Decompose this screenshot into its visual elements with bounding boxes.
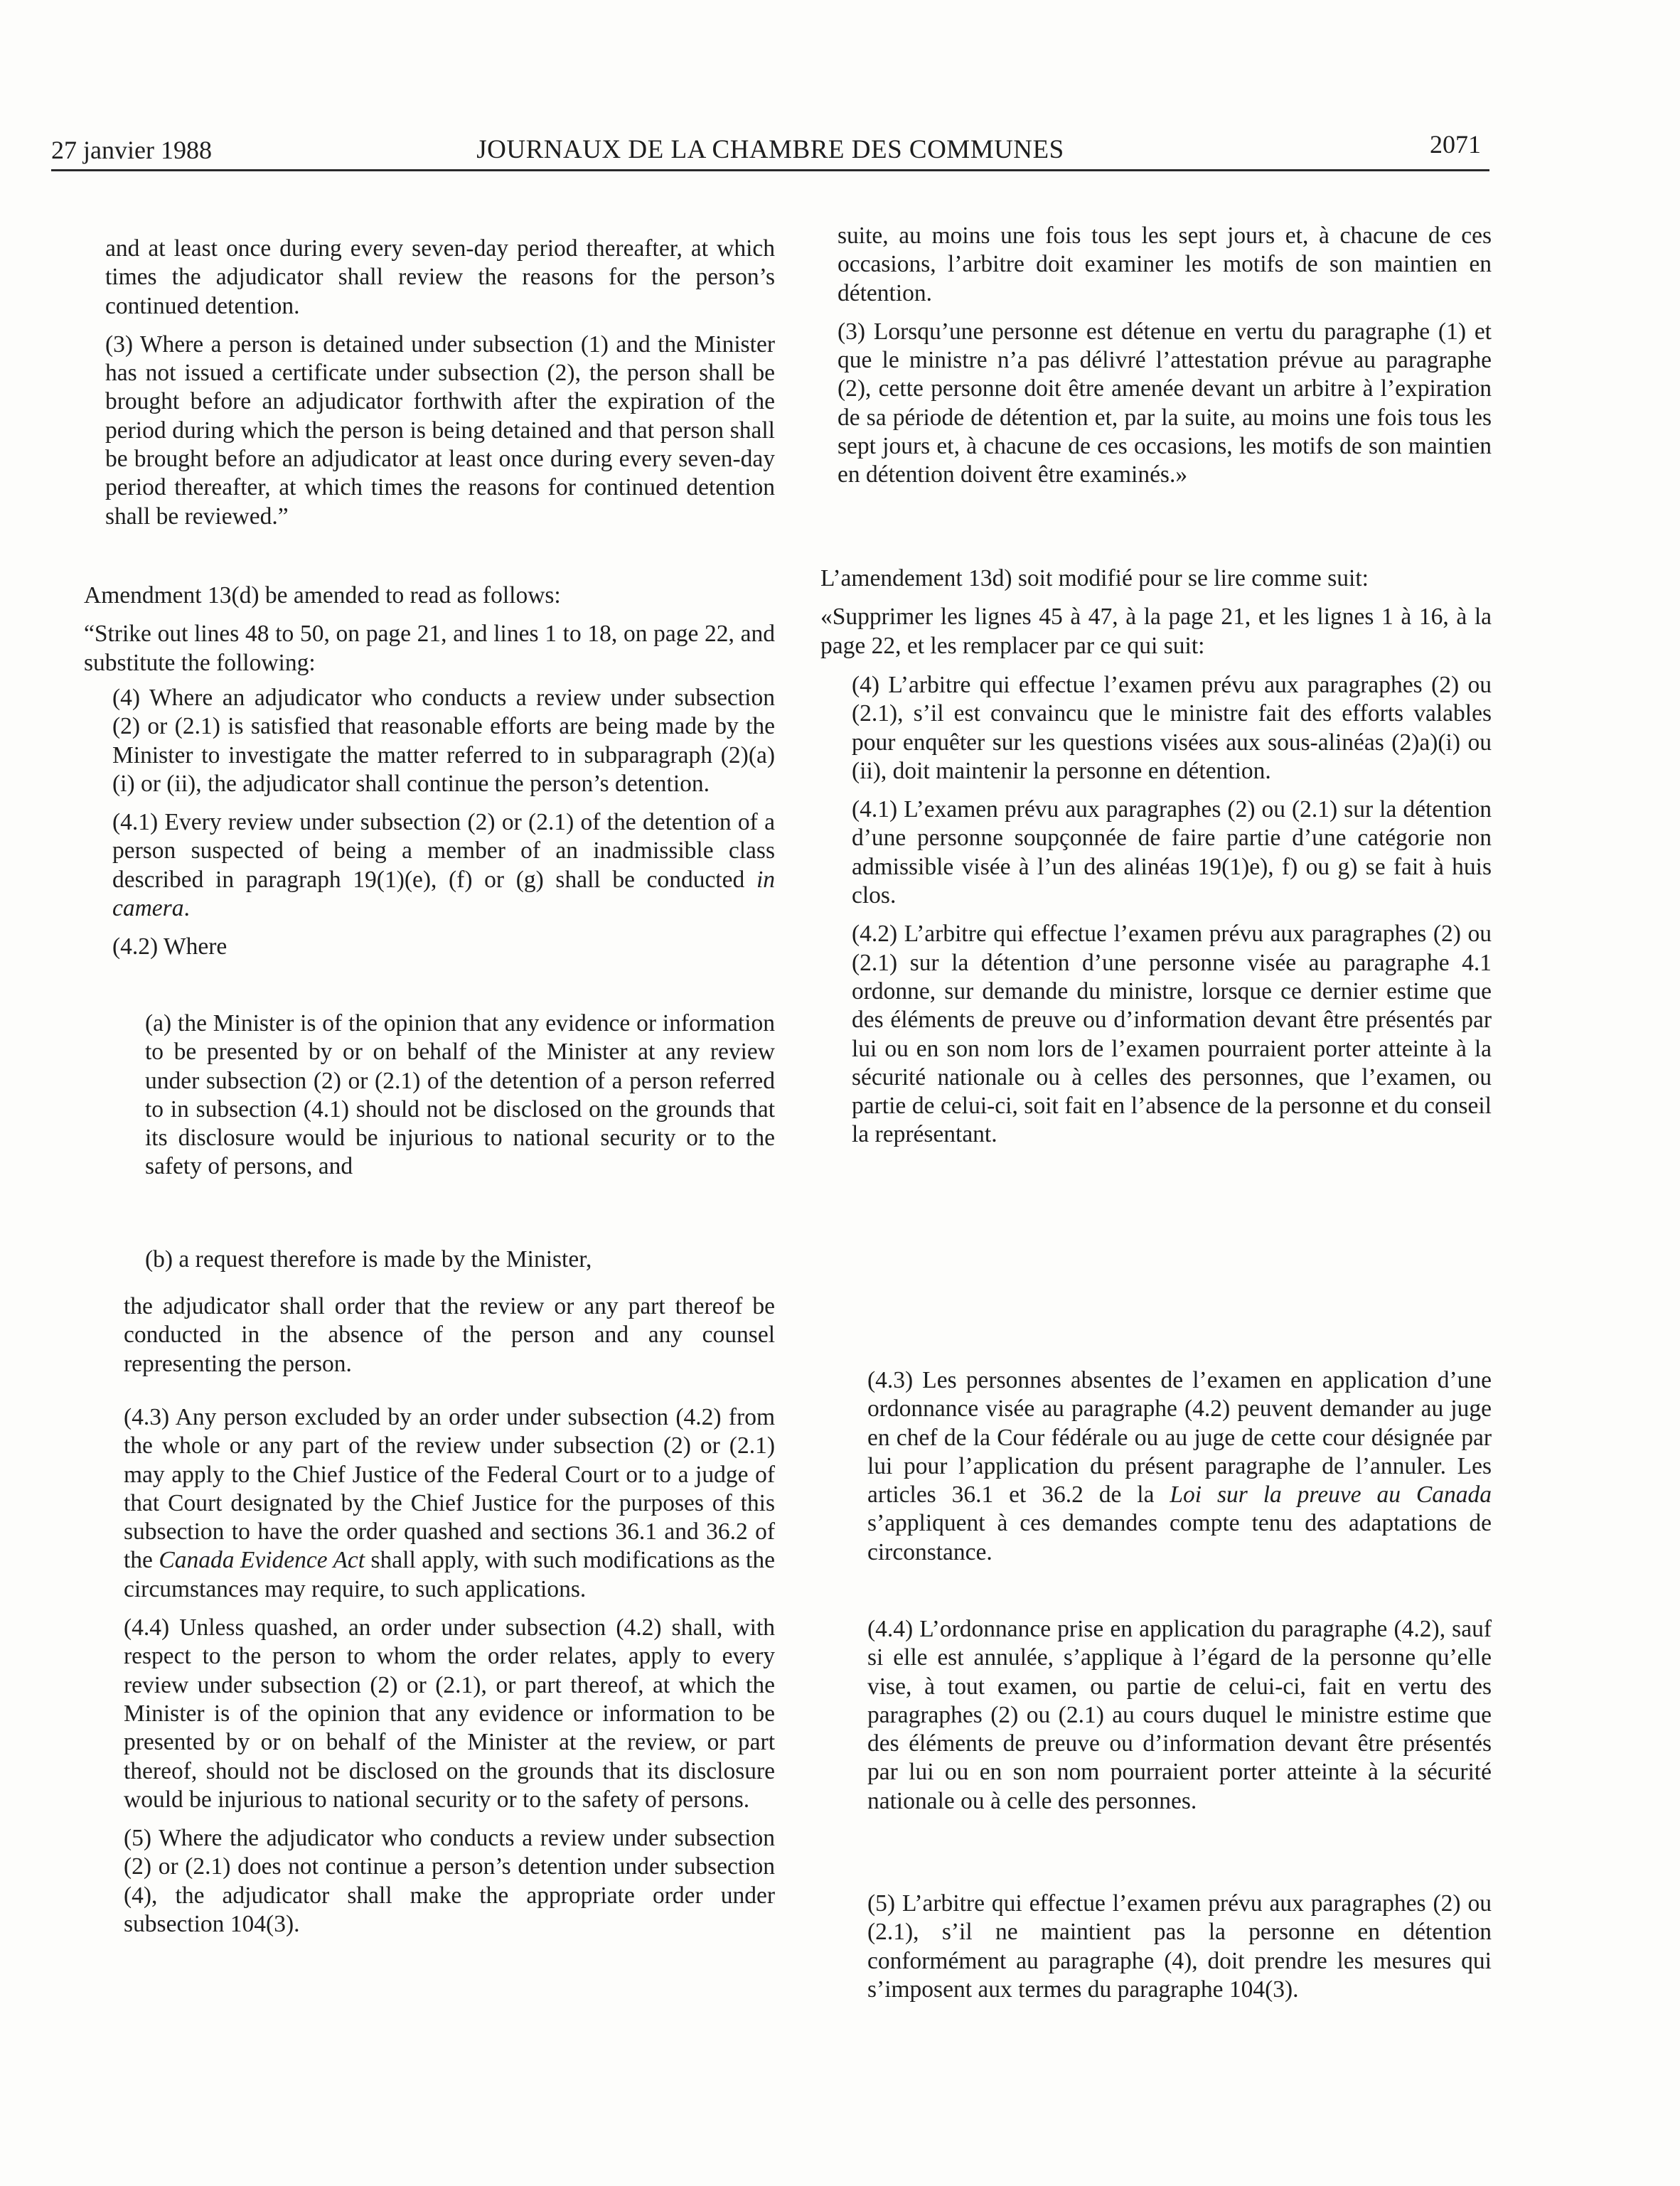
header-date: 27 janvier 1988	[51, 136, 212, 164]
header-title: JOURNAUX DE LA CHAMBRE DES COMMUNES	[476, 135, 1064, 164]
subsection-4-2: (4.2) Where	[112, 933, 228, 960]
paragraphe-4: (4) L’arbitre qui effectue l’examen prévu aux paragraphes (2) ou (2.1), s’il est convaincu que le ministre fait des efforts valables pour enquêter sur les questions visées aux sous-alinéas (2)a)(i) ou (ii), doit maintenir la personne en détention.	[852, 672, 1492, 784]
suite-paragraphe: suite, au moins une fois tous les sept jours et, à chacune de ces occasions, l’arbitre doit examiner les motifs de son maintien en détention.	[838, 223, 1492, 306]
subsection-3: (3) Where a person is detained under subsection (1) and the Minister has not issued a certificate under subsection (2), the person shall be brought before an adjudicator forthwith after the expiration of the period during which the person is being detained and that person shall be brought before an adjudicator at least once during every seven-day period thereafter, at which times the reasons for continued detention shall be reviewed.”	[105, 331, 775, 530]
amendement-intro: L’amendement 13d) soit modifié pour se lire comme suit:	[820, 565, 1369, 591]
subsection-4-1: (4.1) Every review under subsection (2) or (2.1) of the detention of a person suspected of being a member of an inadmissible class described in paragraph 19(1)(e), (f) or (g) shall be conducted in camera.	[112, 809, 775, 922]
paragraphe-4-1: (4.1) L’examen prévu aux paragraphes (2) ou (2.1) sur la détention d’une personne soupçonnée de faire partie d’une catégorie non admissible visée à l’un des alinéas 19(1)e), f) ou g) se fait à huis clos.	[852, 796, 1492, 909]
paragraphe-3: (3) Lorsqu’une personne est détenue en vertu du paragraphe (1) et que le ministre n’a pas délivré l’attestation prévue au paragraphe (2), cette personne doit être amenée devant un arbitre à l’expiration de sa période de détention et, par la suite, au moins une fois tous les sept jours et, à chacune de ces occasions, les motifs de son maintien en détention doivent être examinés.»	[838, 318, 1492, 488]
paragraphe-4-4: (4.4) L’ordonnance prise en application du paragraphe (4.2), sauf si elle est annulée, s’applique à l’égard de la personne qu’elle vise, à tout examen, ou partie de celui-ci, fait en vertu des paragraphes (2) ou (2.1) au cours duquel le ministre estime que des éléments de preuve ou d’information devant être présentés par lui ou en son nom pourraient porter atteinte à la sécurité nationale ou à celle des personnes.	[867, 1616, 1492, 1814]
paragraphe-5: (5) L’arbitre qui effectue l’examen prévu aux paragraphes (2) ou (2.1), s’il ne maintient pas la personne en détention conformément au paragraphe (4), doit prendre les mesures qui s’imposent aux termes du paragraphe 104(3).	[867, 1890, 1492, 2003]
paragraph-4-2-b: (b) a request therefore is made by the Minister,	[145, 1246, 592, 1273]
paragraphe-4-3: (4.3) Les personnes absentes de l’examen en application d’une ordonnance visée au paragraphe (4.2) peuvent demander au juge en chef de la Cour fédérale ou au juge de cette cour désignée par lui pour l’application du présent paragraphe de l’annuler. Les articles 36.1 et 36.2 de la Loi sur la preuve au Canada s’appliquent à ces demandes compte tenu des adaptations de circonstance.	[867, 1367, 1492, 1565]
paragraphe-4-2: (4.2) L’arbitre qui effectue l’examen prévu aux paragraphes (2) ou (2.1) sur la détention d’une personne visée au paragraphe 4.1 ordonne, sur demande du ministre, lorsque ce dernier estime que des éléments de preuve ou d’information devant être présentés par lui ou en son nom lors de l’examen pourraient porter atteinte à la sécurité nationale ou à celles des personnes, que l’examen, ou partie de celui-ci, soit fait en l’absence de la personne et du conseil la représentant.	[852, 921, 1492, 1148]
subsection-5: (5) Where the adjudicator who conducts a review under subsection (2) or (2.1) does not continue a person’s detention under subsection (4), the adjudicator shall make the appropriate order under subsection 104(3).	[124, 1825, 775, 1938]
amendment-intro: Amendment 13(d) be amended to read as follows:	[84, 582, 561, 609]
subsection-4-3: (4.3) Any person excluded by an order under subsection (4.2) from the whole or any part of the review under subsection (2) or (2.1) may apply to the Chief Justice of the Federal Court or to a judge of that Court designated by the Chief Justice for the purposes of this subsection to have the order quashed and sections 36.1 and 36.2 of the Canada Evidence Act shall apply, with such modifications as the circumstances may require, to such applications.	[124, 1404, 775, 1602]
paragraph-4-2-closing: the adjudicator shall order that the review or any part thereof be conducted in the absence of the person and any counsel representing the person.	[124, 1293, 775, 1377]
strike-out-instruction: “Strike out lines 48 to 50, on page 21, and lines 1 to 18, on page 22, and substitute the following:	[84, 621, 775, 676]
subsection-4-4: (4.4) Unless quashed, an order under subsection (4.2) shall, with respect to the person to whom the order relates, apply to every review under subsection (2) or (2.1), or part thereof, at which the Minister is of the opinion that any evidence or information to be presented by or on behalf of the Minister at the review, or part thereof, should not be disclosed on the grounds that its disclosure would be injurious to national security or to the safety of persons.	[124, 1614, 775, 1813]
instruction-supprimer: «Supprimer les lignes 45 à 47, à la page 21, et les lignes 1 à 16, à la page 22, et les remplacer par ce qui suit:	[820, 604, 1492, 659]
subsection-4: (4) Where an adjudicator who conducts a review under subsection (2) or (2.1) is satisfied that reasonable efforts are being made by the Minister to investigate the matter referred to in subparagraph (2)(a)(i) or (ii), the adjudicator shall continue the person’s detention.	[112, 685, 775, 797]
page-header	[51, 125, 1489, 171]
continued-paragraph: and at least once during every seven-day period thereafter, at which times the adjudicator shall review the reasons for the person’s continued detention.	[105, 235, 775, 319]
paragraph-4-2-a: (a) the Minister is of the opinion that any evidence or information to be presented by or on behalf of the Minister at any review under subsection (2) or (2.1) of the detention of a person referred to in subsection (4.1) should not be disclosed on the grounds that its disclosure would be injurious to national security or to the safety of persons, and	[145, 1010, 775, 1180]
page-number: 2071	[1430, 130, 1481, 159]
